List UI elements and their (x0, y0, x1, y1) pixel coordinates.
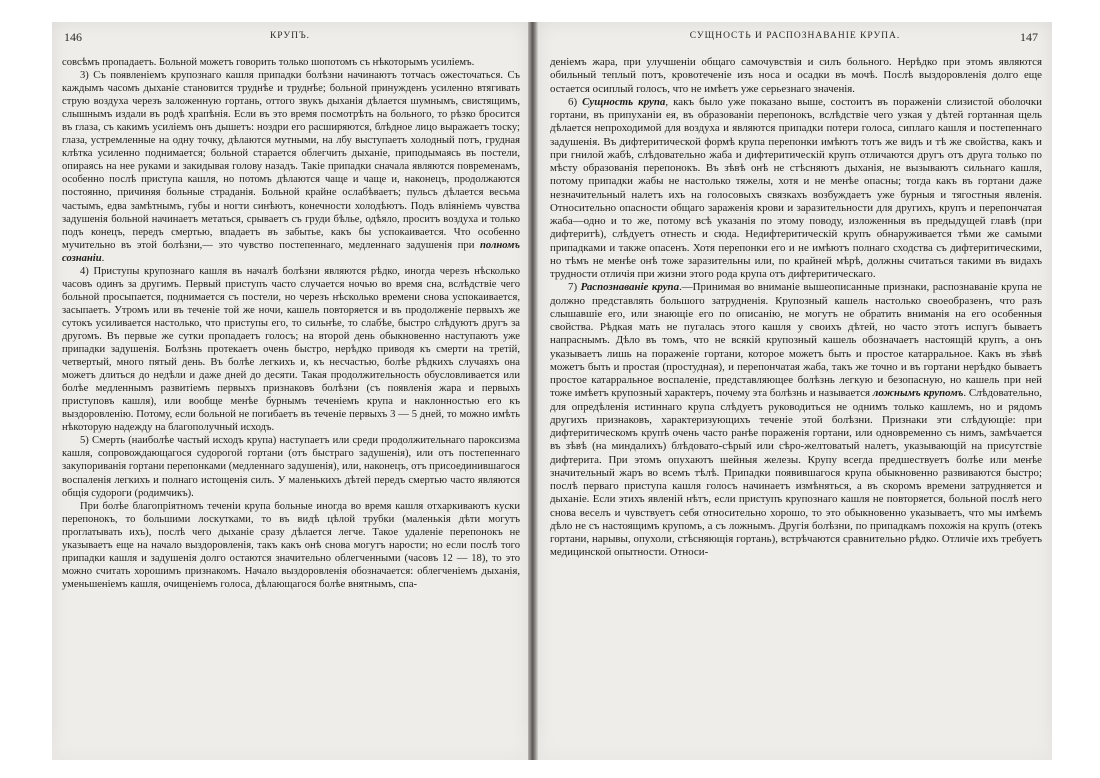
paragraph (62, 265, 520, 435)
right-page-number: 147 (1020, 30, 1038, 44)
paragraph-text: деніемъ жара, при улучшеніи общаго самочувствія и силъ больного. Нерѣдко при этомъ являются обильный теплый потъ, кровотеченіе изъ носа и осадки въ мочѣ. Послѣ выздоровленія долго еще остается осиплый голосъ, что не имѣетъ уже серьезнаго значенія. (550, 56, 1042, 95)
right-running-head (550, 30, 1040, 48)
paragraph-text: .—Принимая во вниманіе вышеописанные признаки, распознаваніе крупа не должно представлять большого затрудненія. Крупозный кашель настолько своеобразенъ, что разъ слышавшіе его, или знающіе его по описанію, не могутъ не обратить вниманія на его особенныя свойства. Рѣдкая мать не пугалась этого кашля у своихъ дѣтей, но часто этотъ испугъ бываетъ напраснымъ. Дѣло въ томъ, что не всякій крупозный кашель обозначаетъ настоящій крупъ, а онъ указываетъ лишь на пораженіе гортани, которое можетъ быть и простое катарральное. Какъ въ зѣвѣ можетъ быть и простая (простудная), и перепончатая жаба, такъ же точно и въ гортани нерѣдко бываетъ простое катарральное воспаленіе, представляющее болѣзнь легкую и безопасную, но кашель при ней тоже имѣетъ крупозный характеръ, почему эта болѣзнь и называется (550, 281, 1043, 400)
paragraph-text: 4) Приступы крупознаго кашля въ началѣ болѣзни являются рѣдко, иногда черезъ нѣсколько часовъ одинъ за другимъ. Первый приступъ часто случается ночью во время сна, вслѣдствіе чего больной просыпается, поднимается съ постели, но черезъ нѣсколько времени снова успокаивается, засыпаетъ. Утромъ или въ теченіе той же ночи, кашель повторяется и въ продолженіе первыхъ же сутокъ усиливается настолько, что приступы его, то сильнѣе, то слабѣе, быстро слѣдуютъ другъ за другомъ. Въ первые же сутки пропадаетъ голосъ; на второй день обыкновенно наступаютъ уже припадки задушенія. Болѣзнь протекаетъ очень быстро, нерѣдко приводя къ смерти на третій, четвертый, много пятый день. Въ болѣе легкихъ и, къ несчастью, болѣе рѣдкихъ случаяхъ она можетъ длиться до недѣли и даже дней до десяти. Такая продолжительность обусловливается или болѣе медленнымъ развитіемъ первыхъ признаковъ болѣзни (съ появленія жара и первыхъ приступовъ кашля), или вообще менѣе бурнымъ теченіемъ крупа и наклонностью его къ выздоровленію. Потому, если больной не погибаетъ въ теченіе первыхъ 3 — 5 дней, то можно имѣть нѣкоторую надежду на благополучный исходъ. (62, 265, 520, 434)
book-gutter (528, 22, 538, 760)
right-page-text (550, 56, 1042, 760)
emphasized-text: Распознаваніе крупа (580, 281, 680, 294)
paragraph-text: совсѣмъ пропадаетъ. Больной можетъ говорить только шопотомъ съ нѣкоторымъ усиліемъ. (62, 57, 475, 68)
left-page (52, 22, 528, 760)
paragraph-text: . Слѣдовательно, для опредѣленія истиннаго крупа слѣдуетъ руководиться не однимъ только кашлемъ, но и рядомъ другихъ признаковъ, характеризующихъ теченіе этой болѣзни. Признаки эти слѣдующіе: при дифтеритическомъ крупѣ очень часто ранѣе пораженія гортани, или одновременно съ нимъ, замѣчается въ зѣвѣ (на миндалихъ) блѣдовато-сѣрый или сѣро-желтоватый налетъ, указывающій на присутствіе дифтерита. При этомъ опухаютъ шейныя железы. Крупу всегда предшествуетъ болѣе или менѣе значительный жаръ во всемъ тѣлѣ. Припадки появившагося крупа обыкновенно развиваются быстро; послѣ перваго приступа кашля голосъ начинаетъ измѣняться, а въ скоромъ времени затрудняется и дыханіе. Если этихъ явленій нѣтъ, если приступъ крупознаго кашля не повторяется, больной послѣ него снова веселъ и чувствуетъ себя относительно хорошо, то это обыкновенно указываетъ, что мы имѣемъ дѣло не съ настоящимъ крупомъ, а съ ложнымъ. Другія болѣзни, по припадкамъ похожія на крупъ (отекъ гортани, нарывы, опухоли, стѣсняющія гортань), встрѣчаются сравнительно рѣдко. Отличіе ихъ требуетъ медицинской опытности. Относи- (550, 387, 1042, 559)
emphasized-text: полномъ сознаніи (62, 239, 520, 264)
emphasized-text: ложнымъ крупомъ (872, 387, 964, 400)
paragraph (550, 56, 1042, 96)
left-page-number: 146 (64, 30, 82, 44)
paragraph (62, 69, 520, 265)
emphasized-text: Сущность крупа (582, 95, 666, 108)
left-running-title: КРУПЪ. (269, 31, 311, 41)
paragraph-text: 6) (568, 95, 583, 108)
paragraph-text: . (101, 252, 105, 264)
paragraph-text: 3) Съ появленіемъ крупознаго кашля припадки болѣзни начинаютъ тотчасъ ожесточаться. Съ каждымъ часомъ дыханіе становится труднѣе и труднѣе; больной принужденъ усиленно втягивать струю воздуха черезъ заложенную гортань, оттого звукъ дыханія дѣлается шумнымъ, свистящимъ, слышнымъ издали въ родѣ храпѣнія. Если въ это время посмотрѣть на больного, то рѣзко бросится въ глаза, съ какимъ усиліемъ онъ дышетъ: ноздри его расширяются, блѣдное лицо выражаетъ тоску; глаза, устремленные на одну точку, дѣлаются мутными, на лбу выступаетъ холодный потъ, грудная клѣтка усиленно поднимается; больной старается облегчить дыханіе, приподымаясь въ постели, опираясь на нее руками и закидывая голову назадъ. Такіе припадки сначала являются повременамъ, особенно послѣ приступа кашля, но потомъ дѣлаются чаще и чаще и, наконецъ, продолжаются постоянно, причиняя больные страданія. Больной крайне ослабѣваетъ; пульсъ дѣлается весьма частымъ, едва замѣтнымъ, губы и ногти синѣютъ, конечности холодѣютъ. Подъ вліяніемъ чувства задушенія больной начинаетъ метаться, срываетъ съ груди бѣлье, одѣяло, проситъ воздуха и только подъ конецъ, передъ смертью, впадаетъ въ забытье, какъ бы успокаивается. Что особенно мучительно въ этой болѣзни,— это чувство постепеннаго, медленнаго задушенія при (62, 70, 520, 251)
right-page (538, 22, 1052, 760)
paragraph (550, 281, 1042, 559)
paragraph-text: 5) Смерть (наиболѣе частый исходъ крупа) наступаетъ или среди продолжительнаго пароксизма кашля, сопровождающагося судорогой гортани (отъ быстраго задушенія), или отъ постепеннаго закупориванія гортани перепонками (медленнаго задушенія), или, наконецъ, отъ присоединившагося воспаленія легкихъ и полнаго истощенія силъ. У маленькихъ дѣтей передъ смертью часто являются общія судороги (родимчикъ). (62, 435, 520, 499)
paragraph (62, 500, 520, 591)
left-page-text (62, 56, 520, 760)
paragraph (62, 434, 520, 499)
left-running-head (64, 30, 516, 48)
paragraph-text: , какъ было уже показано выше, состоитъ въ пораженіи слизистой оболочки гортани, въ припуханіи ея, въ образованіи перепонокъ, вслѣдствіе чего узкая у дѣтей гортанная щель дѣлается непроходимой для воздуха и являются припадки потери голоса, сиплаго кашля и постепеннаго задушенія. Въ дифтеритической формѣ крупа перепонки имѣютъ тотъ же видъ и тѣ же свойства, какъ и при гнилой жабѣ, слѣдовательно жаба и дифтеритическій крупъ отличаются другъ отъ друга только по мѣсту образованія перепонокъ. Въ зѣвѣ онѣ не стѣсняютъ дыханія, не вызываютъ сильнаго кашля, потому припадки жабы не настолько тяжелы, хотя и не менѣе опасны; тогда какъ въ гортани даже незначительный налетъ ихъ на голосовыхъ связкахъ возбуждаетъ уже бурныя и тягостныя явленія. Относительно опасности общаго зараженія крови и заразительности для другихъ, крупъ и перепончатая жаба—одно и то же, потому всѣ указанія по этому поводу, изложенныя въ предыдущей главѣ (при дифтеритѣ), слѣдуетъ отнесть и сюда. Недифтеритическій крупъ обнаруживается тѣми же самыми припадками и также опасенъ. Хотя перепонки его и не имѣютъ полнаго сходства съ дифтеритическими, но тѣмъ не менѣе онѣ тоже заразительны или, по крайней мѣрѣ, должны считаться такими въ видахъ трудности отличія при жизни этого рода крупа отъ дифтеритическаго. (550, 95, 1043, 280)
paragraph (550, 96, 1042, 282)
paragraph (62, 56, 520, 69)
right-running-title: СУЩНОСТЬ И РАСПОЗНАВАНІЕ КРУПА. (689, 31, 901, 41)
paragraph-text: При болѣе благопріятномъ теченіи крупа больные иногда во время кашля отхаркиваютъ куски перепонокъ, то большими лоскутками, то въ видѣ цѣлой трубки (маленькія дѣти могутъ проглатывать ихъ), послѣ чего дыханіе сразу дѣлается легче. Такое удаленіе перепонокъ не указываетъ еще на начало выздоровленія, такъ какъ онѣ снова могутъ нарости; но если послѣ того припадки кашля и задушенія долго остаются значительно облегченными (часовъ 12 — 18), то это можно считать хорошимъ признакомъ. Начало выздоровленія обозначается: облегченіемъ дыханія, уменьшеніемъ кашля, очищеніемъ голоса, дѣлающагося болѣе внятнымъ, спа- (62, 500, 520, 590)
paragraph-text: 7) (568, 281, 581, 294)
